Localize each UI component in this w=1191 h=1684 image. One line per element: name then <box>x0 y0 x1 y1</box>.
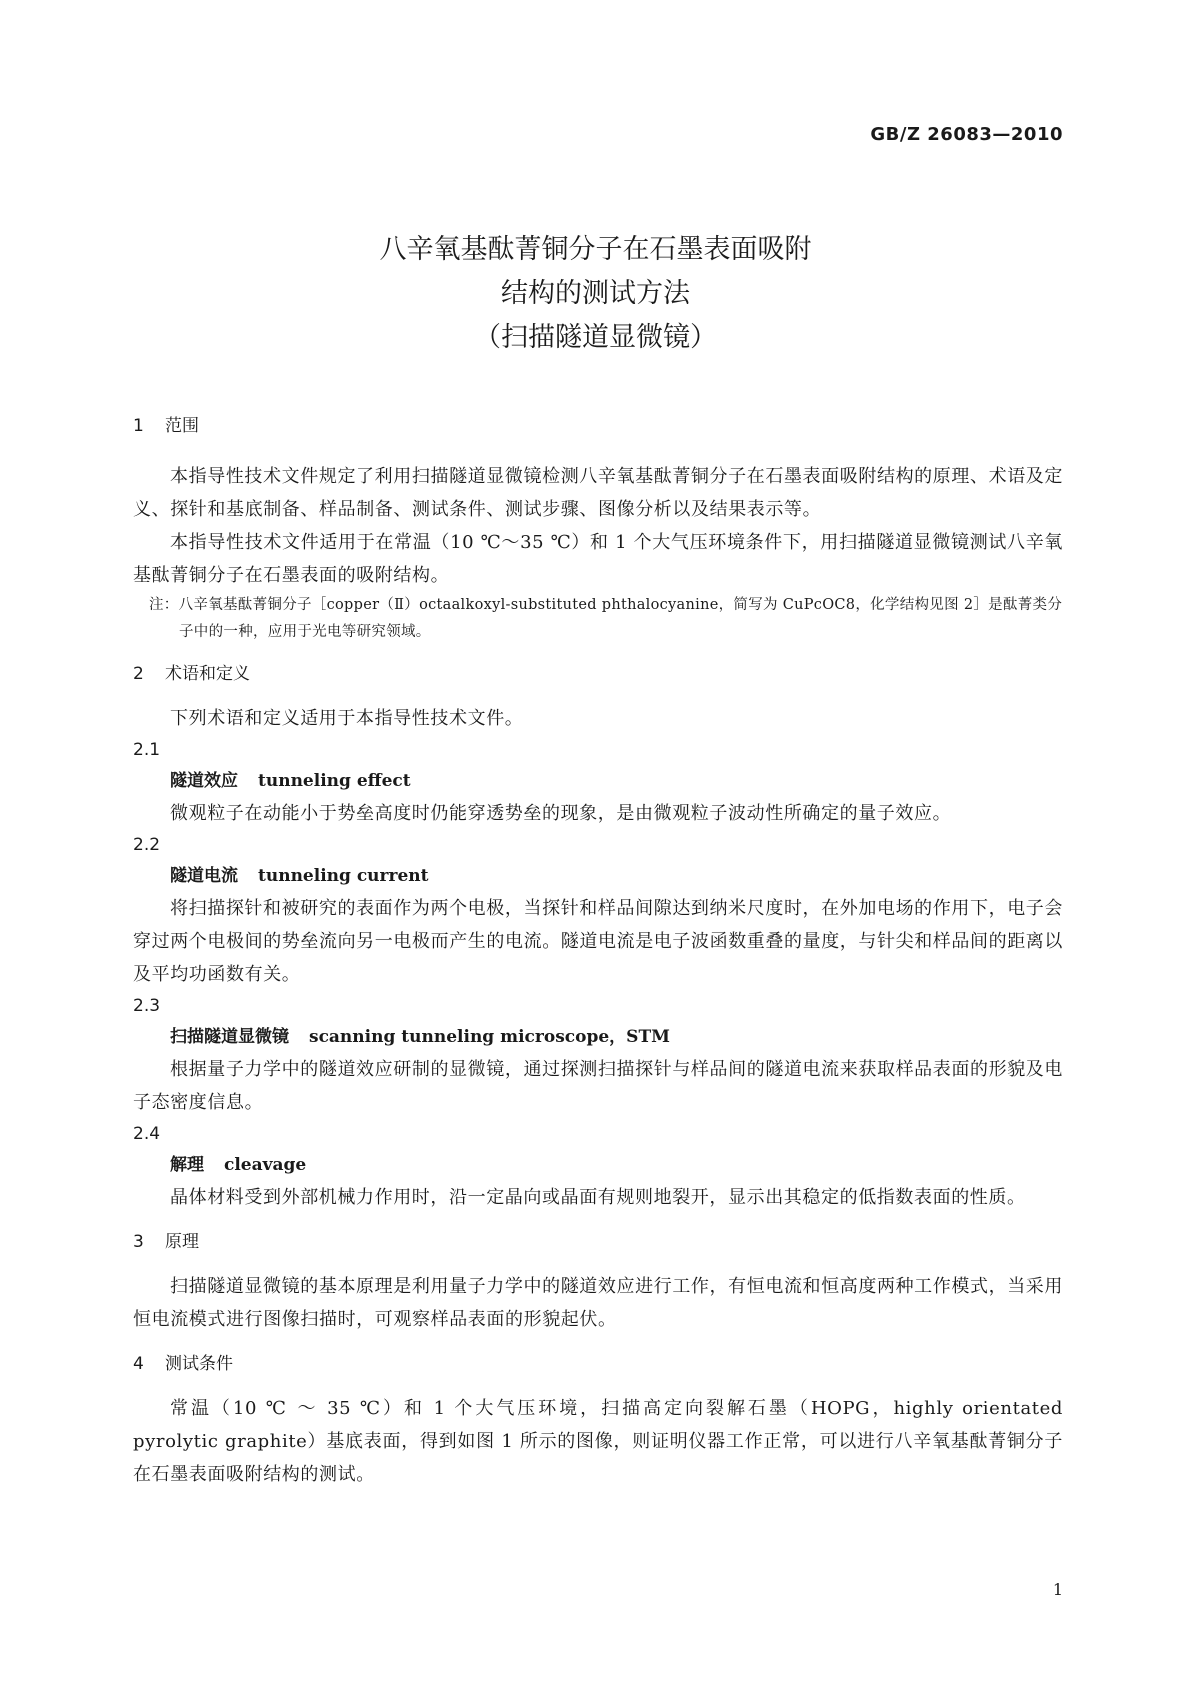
section-title: 范围 <box>165 416 199 436</box>
section-1-paragraph-1: 本指导性技术文件规定了利用扫描隧道显微镜检测八辛氧基酞菁铜分子在石墨表面吸附结构的原理、术语及定义、探针和基底制备、样品制备、测试条件、测试步骤、图像分析以及结果表示等。 <box>133 466 1063 520</box>
term-number: 2.1 <box>133 740 161 760</box>
standard-code: GB/Z 26083—2010 <box>870 124 1063 145</box>
title-line-2: 结构的测试方法 <box>501 278 690 309</box>
title-line-1: 八辛氧基酞菁铜分子在石墨表面吸附 <box>379 234 812 265</box>
term-heading <box>133 1022 1063 1053</box>
term-chinese: 解理 <box>170 1155 204 1175</box>
section-1-note: 注：八辛氧基酞菁铜分子［copper（Ⅱ）octaalkoxyl-substituted phthalocyanine，简写为 CuPcOC8，化学结构见图 2］是酞菁类分子中的一种，应用于光电等研究领域。 <box>149 597 1063 640</box>
term-number: 2.4 <box>133 1124 161 1144</box>
title-line-3: （扫描隧道显微镜） <box>474 322 717 353</box>
term-english: scanning tunneling microscope，STM <box>309 1027 670 1047</box>
section-number: 4 <box>133 1354 144 1374</box>
section-title: 术语和定义 <box>165 664 250 684</box>
section-4-paragraph-1: 常温（10 ℃ ～ 35 ℃）和 1 个大气压环境，扫描高定向裂解石墨（HOPG，highly orientated pyrolytic graphite）基底表面，得到如图 1 所示的图像，则证明仪器工作正常，可以进行八辛氧基酞菁铜分子在石墨表面吸附结构的测试。 <box>133 1398 1063 1485</box>
term-definition: 晶体材料受到外部机械力作用时，沿一定晶向或晶面有规则地裂开，显示出其稳定的低指数表面的性质。 <box>170 1187 1026 1208</box>
page-number: 1 <box>1052 1580 1063 1599</box>
term-heading <box>133 861 1063 892</box>
term-chinese: 隧道效应 <box>170 771 238 791</box>
section-1-paragraph-2: 本指导性技术文件适用于在常温（10 ℃～35 ℃）和 1 个大气压环境条件下，用扫描隧道显微镜测试八辛氧基酞菁铜分子在石墨表面的吸附结构。 <box>133 532 1063 586</box>
section-3-heading <box>133 1228 1063 1256</box>
term-definition: 微观粒子在动能小于势垒高度时仍能穿透势垒的现象，是由微观粒子波动性所确定的量子效应。 <box>170 803 952 824</box>
document-title <box>0 228 1191 360</box>
section-number: 3 <box>133 1232 144 1252</box>
term-heading <box>133 1150 1063 1181</box>
section-title: 原理 <box>165 1232 199 1252</box>
term-heading <box>133 766 1063 797</box>
term-chinese: 扫描隧道显微镜 <box>170 1027 289 1047</box>
section-number: 2 <box>133 664 144 684</box>
section-1-heading <box>133 412 1063 440</box>
term-definition: 根据量子力学中的隧道效应研制的显微镜，通过探测扫描探针与样品间的隧道电流来获取样品表面的形貌及电子态密度信息。 <box>133 1059 1063 1113</box>
section-2-intro: 下列术语和定义适用于本指导性技术文件。 <box>170 708 524 729</box>
section-4-heading <box>133 1350 1063 1378</box>
term-english: tunneling effect <box>258 771 411 791</box>
term-definition: 将扫描探针和被研究的表面作为两个电极，当探针和样品间隙达到纳米尺度时，在外加电场的作用下，电子会穿过两个电极间的势垒流向另一电极而产生的电流。隧道电流是电子波函数重叠的量度，与针尖和样品间的距离以及平均功函数有关。 <box>133 898 1063 985</box>
term-number: 2.3 <box>133 996 161 1016</box>
section-number: 1 <box>133 416 144 436</box>
section-2-heading <box>133 660 1063 688</box>
section-3-paragraph-1: 扫描隧道显微镜的基本原理是利用量子力学中的隧道效应进行工作，有恒电流和恒高度两种工作模式，当采用恒电流模式进行图像扫描时，可观察样品表面的形貌起伏。 <box>133 1276 1063 1330</box>
term-chinese: 隧道电流 <box>170 866 238 886</box>
term-english: tunneling current <box>258 866 429 886</box>
term-english: cleavage <box>224 1155 307 1175</box>
term-number: 2.2 <box>133 835 161 855</box>
section-title: 测试条件 <box>165 1354 233 1374</box>
document-body <box>133 412 1063 1491</box>
